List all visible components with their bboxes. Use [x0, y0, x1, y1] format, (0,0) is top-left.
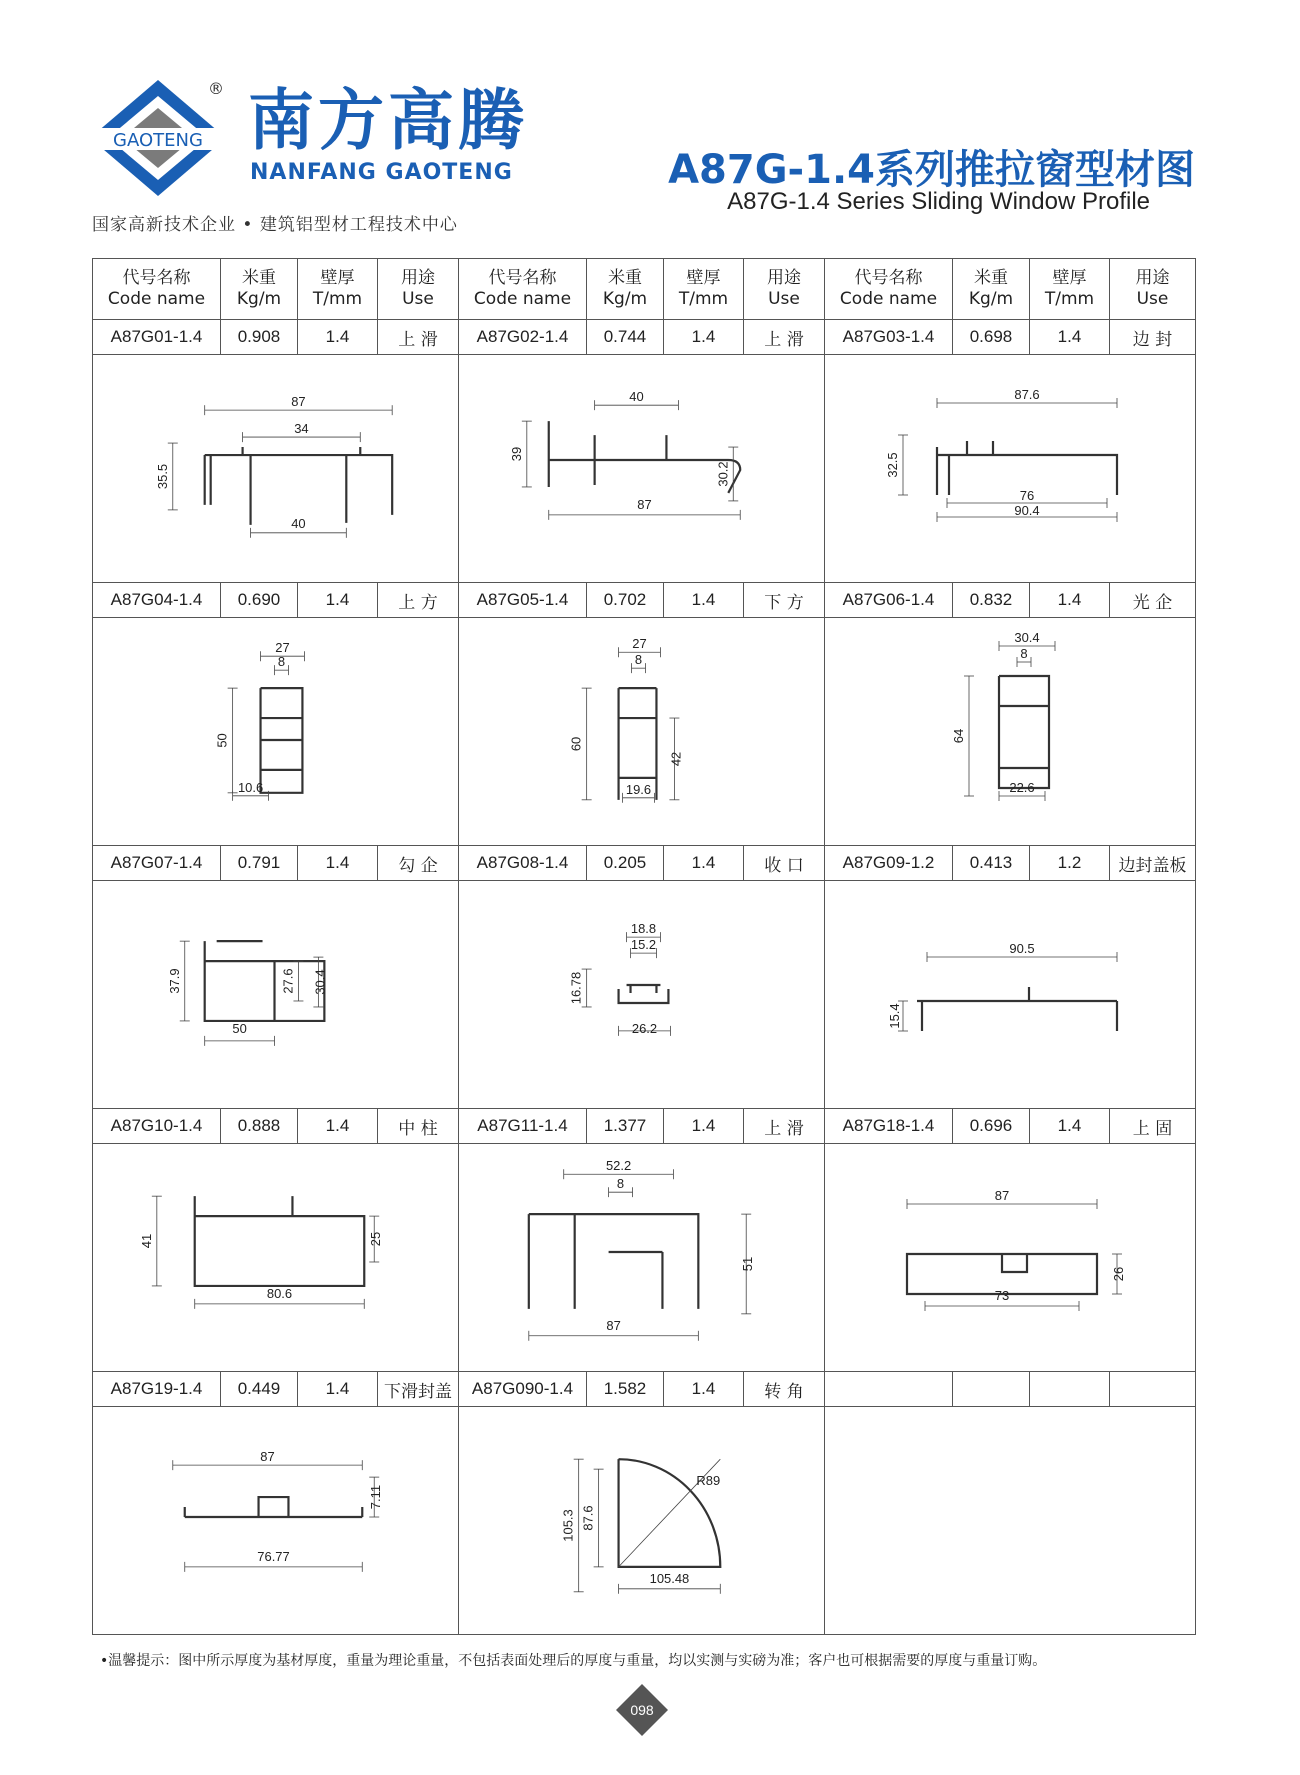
header-code: 代号名称 Code name	[93, 259, 221, 320]
brand-name-cn: 南方高腾	[248, 82, 528, 159]
profile-code: A87G01-1.4	[93, 320, 221, 355]
dimension-label: 35.5	[154, 463, 170, 490]
profile-thickness: 1.4	[1030, 1109, 1110, 1144]
profile-section-drawing	[93, 1144, 458, 1371]
profile-drawing-row	[93, 881, 1196, 1109]
profile-drawing-cell	[93, 1407, 459, 1635]
page-title-cn: A87G-1.4系列推拉窗型材图	[668, 147, 1195, 193]
profile-code: A87G08-1.4	[459, 846, 587, 881]
profile-drawing-cell	[825, 355, 1196, 583]
dimension-label: 15.4	[887, 1003, 902, 1029]
profile-code	[825, 1372, 953, 1407]
profile-use	[1110, 1372, 1196, 1407]
profile-thickness: 1.4	[664, 1109, 744, 1144]
header-weight: 米重 Kg/m	[221, 259, 298, 320]
profile-info-row	[93, 1372, 1196, 1407]
dimension-label: 8	[277, 654, 286, 670]
header-weight: 米重 Kg/m	[587, 259, 664, 320]
profile-info-row	[93, 583, 1196, 618]
svg-text:GAOTENG: GAOTENG	[113, 130, 203, 151]
profile-section-drawing	[459, 618, 824, 845]
profile-use: 上 固	[1110, 1109, 1196, 1144]
dimension-label: 10.6	[237, 779, 264, 795]
dimension-label: 37.9	[166, 968, 182, 994]
dimension-label: 26	[1111, 1266, 1126, 1282]
company-tagline: 国家高新技术企业 • 建筑铝型材工程技术中心	[92, 215, 458, 235]
dimension-label: 7.11	[368, 1484, 384, 1510]
profile-section-drawing	[93, 1407, 458, 1634]
profile-drawing-cell	[93, 1144, 459, 1372]
profile-thickness	[1030, 1372, 1110, 1407]
profile-thickness: 1.4	[1030, 320, 1110, 355]
dimension-label: 25	[368, 1231, 384, 1247]
dimension-label: 76.77	[257, 1548, 290, 1564]
dimension-label: 34	[294, 421, 309, 437]
profile-weight: 0.744	[587, 320, 664, 355]
profile-section-drawing	[459, 1144, 824, 1371]
profile-code: A87G11-1.4	[459, 1109, 587, 1144]
dimension-label: 87.6	[580, 1505, 596, 1531]
profile-code: A87G090-1.4	[459, 1372, 587, 1407]
profile-drawing-cell	[459, 881, 825, 1109]
header-use: 用途 Use	[378, 259, 459, 320]
profile-thickness: 1.4	[664, 320, 744, 355]
profile-weight: 0.908	[221, 320, 298, 355]
profile-section-drawing	[825, 618, 1195, 845]
footnote: •温馨提示：图中所示厚度为基材厚度，重量为理论重量，不包括表面处理后的厚度与重量，均以实测与实磅为准；客户也可根据需要的厚度与重量订购。	[100, 1653, 1047, 1669]
profile-section-drawing	[459, 1407, 824, 1634]
dimension-label: 19.6	[625, 781, 652, 797]
dimension-label: 90.4	[1014, 503, 1040, 518]
profile-weight: 0.205	[587, 846, 664, 881]
header-thickness: 壁厚 T/mm	[664, 259, 744, 320]
profile-section-drawing	[825, 881, 1195, 1108]
dimension-label: 50	[214, 733, 230, 748]
profile-thickness: 1.4	[1030, 583, 1110, 618]
profile-info-row	[93, 320, 1196, 355]
header-thickness: 壁厚 T/mm	[1030, 259, 1110, 320]
profile-thickness: 1.4	[298, 846, 378, 881]
profile-thickness: 1.2	[1030, 846, 1110, 881]
dimension-label: 40	[291, 515, 306, 531]
dimension-label: 52.2	[605, 1158, 632, 1174]
profile-drawing-cell	[93, 618, 459, 846]
dimension-label: 18.8	[630, 921, 657, 937]
dimension-label: 30.4	[312, 969, 328, 995]
dimension-label: 105.48	[649, 1570, 690, 1586]
profile-drawing-cell	[93, 881, 459, 1109]
dimension-label: 87	[291, 394, 306, 410]
profile-use: 上 滑	[378, 320, 459, 355]
profile-weight: 1.582	[587, 1372, 664, 1407]
profile-section-drawing	[825, 1407, 1195, 1634]
dimension-label: 87	[994, 1188, 1010, 1203]
profile-code: A87G07-1.4	[93, 846, 221, 881]
profile-use: 边封盖板	[1110, 846, 1196, 881]
profile-weight: 0.413	[953, 846, 1030, 881]
profile-thickness: 1.4	[298, 1109, 378, 1144]
brand-name-en: NANFANG GAOTENG	[250, 160, 513, 185]
profile-use: 转 角	[744, 1372, 825, 1407]
header-weight: 米重 Kg/m	[953, 259, 1030, 320]
dimension-label: 8	[634, 652, 643, 668]
dimension-label: 30.4	[1014, 630, 1040, 645]
profile-weight: 0.449	[221, 1372, 298, 1407]
dimension-label: 8	[1020, 646, 1028, 661]
profile-drawing-cell	[825, 1144, 1196, 1372]
profile-weight: 0.832	[953, 583, 1030, 618]
profile-drawing-row	[93, 1407, 1196, 1635]
header-code: 代号名称 Code name	[459, 259, 587, 320]
profile-use: 上 滑	[744, 320, 825, 355]
profile-thickness: 1.4	[298, 583, 378, 618]
profile-use: 收 口	[744, 846, 825, 881]
profile-code: A87G10-1.4	[93, 1109, 221, 1144]
header-code: 代号名称 Code name	[825, 259, 953, 320]
profile-table	[92, 258, 1196, 1635]
profile-code: A87G02-1.4	[459, 320, 587, 355]
profile-weight: 0.702	[587, 583, 664, 618]
dimension-label: R89	[696, 1473, 721, 1489]
dimension-label: 41	[138, 1233, 154, 1249]
profile-drawing-row	[93, 355, 1196, 583]
dimension-label: 73	[994, 1288, 1010, 1303]
profile-code: A87G06-1.4	[825, 583, 953, 618]
profile-info-row	[93, 846, 1196, 881]
profile-section-drawing	[459, 355, 824, 582]
dimension-label: 105.3	[560, 1509, 576, 1542]
page-title-en: A87G-1.4 Series Sliding Window Profile	[727, 188, 1150, 215]
profile-thickness: 1.4	[298, 1372, 378, 1407]
profile-drawing-cell	[93, 355, 459, 583]
profile-drawing-cell	[459, 1407, 825, 1635]
svg-text:098: 098	[630, 1702, 654, 1718]
profile-drawing-cell	[825, 618, 1196, 846]
dimension-label: 76	[1019, 488, 1035, 503]
profile-drawing-cell	[459, 1144, 825, 1372]
profile-weight	[953, 1372, 1030, 1407]
dimension-label: 16.78	[568, 971, 584, 1005]
profile-code: A87G09-1.2	[825, 846, 953, 881]
dimension-label: 26.2	[631, 1020, 658, 1036]
profile-section-drawing	[459, 881, 824, 1108]
dimension-label: 39	[508, 446, 524, 462]
page-number-badge	[614, 1682, 670, 1738]
profile-drawing-cell	[459, 355, 825, 583]
profile-weight: 0.791	[221, 846, 298, 881]
dimension-label: 80.6	[266, 1285, 293, 1301]
dimension-label: 60	[568, 736, 584, 752]
profile-weight: 0.696	[953, 1109, 1030, 1144]
profile-section-drawing	[825, 355, 1195, 582]
dimension-label: 15.2	[630, 937, 657, 953]
dimension-label: 32.5	[885, 452, 900, 478]
profile-section-drawing	[93, 618, 458, 845]
profile-drawing-cell	[825, 881, 1196, 1109]
dimension-label: 30.2	[715, 461, 731, 487]
profile-use: 上 滑	[744, 1109, 825, 1144]
profile-thickness: 1.4	[664, 846, 744, 881]
dimension-label: 42	[668, 751, 684, 767]
profile-section-drawing	[825, 1144, 1195, 1371]
profile-code: A87G19-1.4	[93, 1372, 221, 1407]
dimension-label: 27	[275, 640, 290, 656]
profile-code: A87G18-1.4	[825, 1109, 953, 1144]
dimension-label: 87.6	[1014, 387, 1040, 402]
profile-info-row	[93, 1109, 1196, 1144]
dimension-label: 87	[260, 1449, 275, 1465]
profile-weight: 0.888	[221, 1109, 298, 1144]
svg-text:®: ®	[208, 79, 224, 98]
dimension-label: 27	[632, 636, 647, 652]
profile-thickness: 1.4	[298, 320, 378, 355]
dimension-label: 22.6	[1009, 780, 1035, 795]
profile-weight: 0.698	[953, 320, 1030, 355]
profile-drawing-row	[93, 618, 1196, 846]
profile-use: 中 柱	[378, 1109, 459, 1144]
profile-section-drawing	[93, 355, 458, 582]
header-use: 用途 Use	[1110, 259, 1196, 320]
dimension-label: 27.6	[280, 968, 296, 994]
header-use: 用途 Use	[744, 259, 825, 320]
profile-code: A87G03-1.4	[825, 320, 953, 355]
profile-weight: 1.377	[587, 1109, 664, 1144]
profile-weight: 0.690	[221, 583, 298, 618]
dimension-label: 50	[232, 1020, 247, 1036]
header-row	[93, 259, 1196, 320]
profile-thickness: 1.4	[664, 583, 744, 618]
dimension-label: 87	[637, 496, 652, 512]
profile-code: A87G04-1.4	[93, 583, 221, 618]
dimension-label: 40	[629, 389, 644, 405]
dimension-label: 64	[951, 728, 966, 744]
profile-code: A87G05-1.4	[459, 583, 587, 618]
dimension-label: 8	[616, 1176, 625, 1192]
header-thickness: 壁厚 T/mm	[298, 259, 378, 320]
profile-drawing-row	[93, 1144, 1196, 1372]
dimension-label: 87	[606, 1317, 621, 1333]
profile-use: 上 方	[378, 583, 459, 618]
profile-use: 光 企	[1110, 583, 1196, 618]
profile-use: 下 方	[744, 583, 825, 618]
profile-section-drawing	[93, 881, 458, 1108]
profile-drawing-cell	[825, 1407, 1196, 1635]
gaoteng-logo	[88, 78, 228, 198]
profile-thickness: 1.4	[664, 1372, 744, 1407]
dimension-label: 90.5	[1009, 941, 1035, 956]
dimension-label: 51	[740, 1256, 756, 1272]
profile-use: 边 封	[1110, 320, 1196, 355]
profile-drawing-cell	[459, 618, 825, 846]
profile-use: 下滑封盖	[378, 1372, 459, 1407]
profile-use: 勾 企	[378, 846, 459, 881]
